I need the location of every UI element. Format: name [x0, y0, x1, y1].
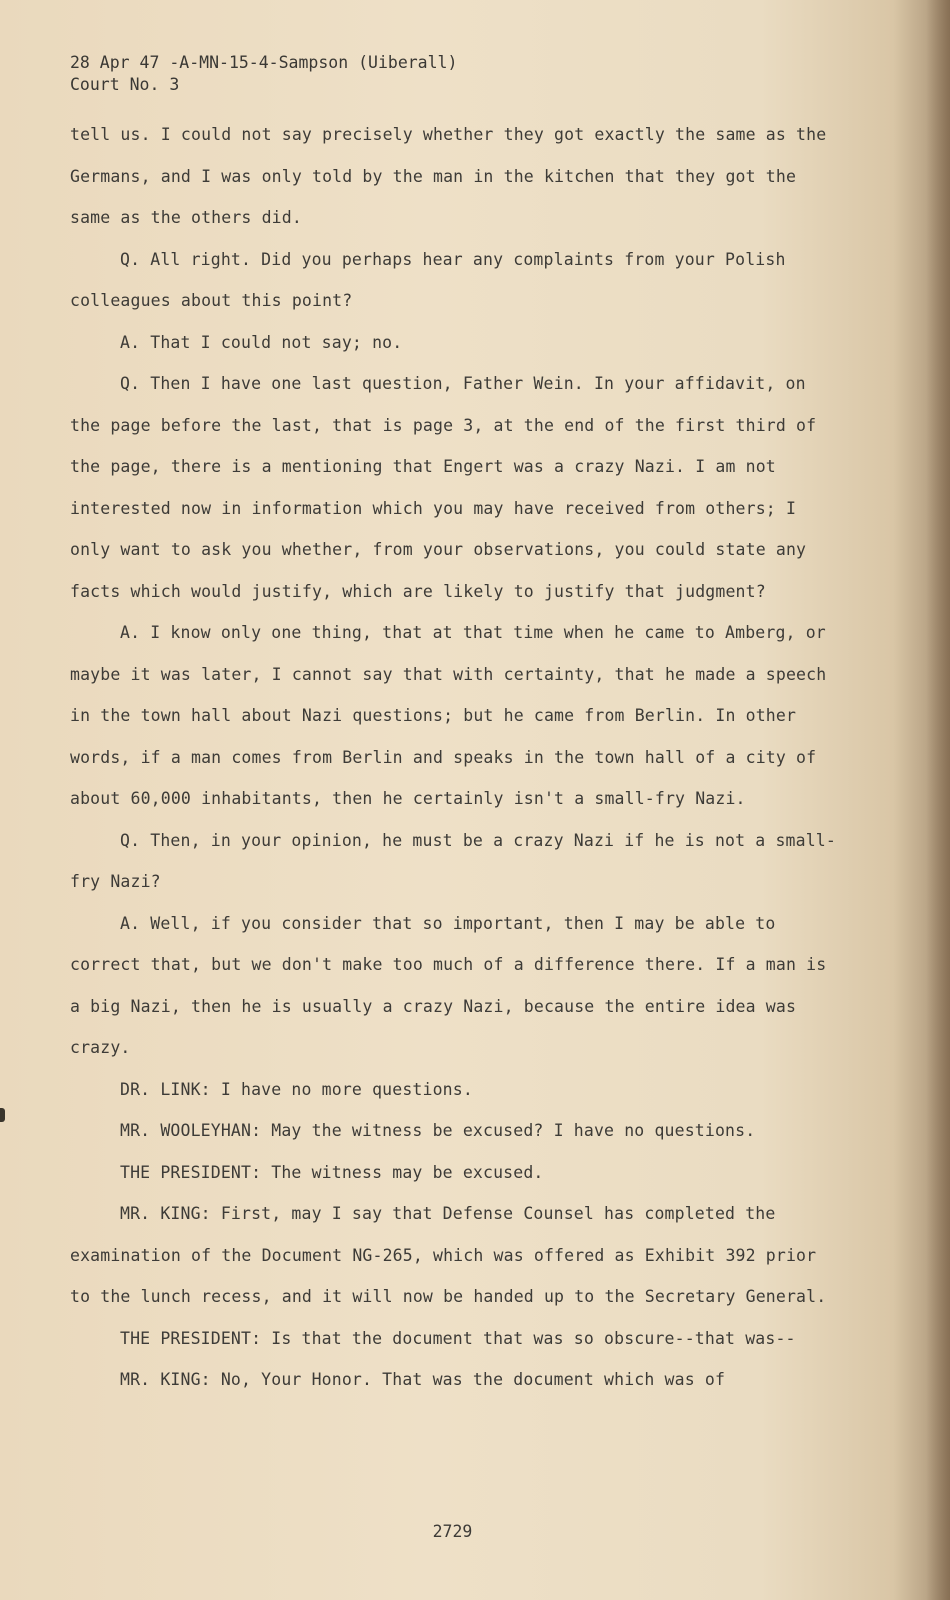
transcript-paragraph: MR. KING: First, may I say that Defense Counsel has completed the examination of the Document NG-265, which was offered as Exhibit 392 prior to the lunch recess, and it will now be handed up to the Secretary General.	[70, 1204, 827, 1306]
transcript-paragraph: A. Well, if you consider that so important, then I may be able to correct that, but we don't make too much of a difference there. If a man is a big Nazi, then he is usually a crazy Nazi, because the entire idea was crazy.	[70, 913, 837, 1057]
transcript-paragraph: THE PRESIDENT: Is that the document that was so obscure--that was--	[120, 1328, 796, 1348]
header-session-line: 28 Apr 47 -A-MN-15-4-Sampson (Uiberall)	[70, 53, 458, 72]
binding-hole-mark	[0, 1108, 5, 1122]
transcript-paragraph: MR. WOOLEYHAN: May the witness be excused? I have no questions.	[120, 1121, 756, 1140]
transcript-paragraph: DR. LINK: I have no more questions.	[120, 1079, 473, 1099]
transcript-paragraph: Q. Then, in your opinion, he must be a crazy Nazi if he is not a small-fry Nazi?	[70, 830, 836, 891]
page-header	[70, 52, 457, 96]
transcript-paragraph: MR. KING: No, Your Honor. That was the document which was of	[120, 1370, 726, 1389]
transcript-paragraph: THE PRESIDENT: The witness may be excused.	[120, 1162, 544, 1182]
transcript-body	[70, 114, 845, 1401]
transcript-paragraph: tell us. I could not say precisely whether they got exactly the same as the Germans, and I was only told by the man in the kitchen that they got the same as the others did.	[70, 125, 837, 227]
transcript-paragraph: Q. Then I have one last question, Father Wein. In your affidavit, on the page before the last, that is page 3, at the end of the first third of the page, there is a mentioning that Engert was a crazy Nazi. I am not interested now in information which you may have received from others; I only want to ask you whether, from your observations, you could state any facts which would justify, which are likely to justify that judgment?	[70, 374, 827, 601]
header-court-line: Court No. 3	[70, 75, 180, 94]
page-number: 2729	[432, 1522, 473, 1541]
transcript-paragraph: Q. All right. Did you perhaps hear any complaints from your Polish colleagues about this point?	[70, 249, 796, 310]
transcript-paragraph: A. I know only one thing, that at that time when he came to Amberg, or maybe it was later, I cannot say that with certainty, that he made a speech in the town hall about Nazi questions; but he came from Berlin. In other words, if a man comes from Berlin and speaks in the town hall of a city of about 60,000 inhabitants, then he certainly isn't a small-fry Nazi.	[70, 623, 837, 808]
transcript-paragraph: A. That I could not say; no.	[120, 332, 403, 352]
